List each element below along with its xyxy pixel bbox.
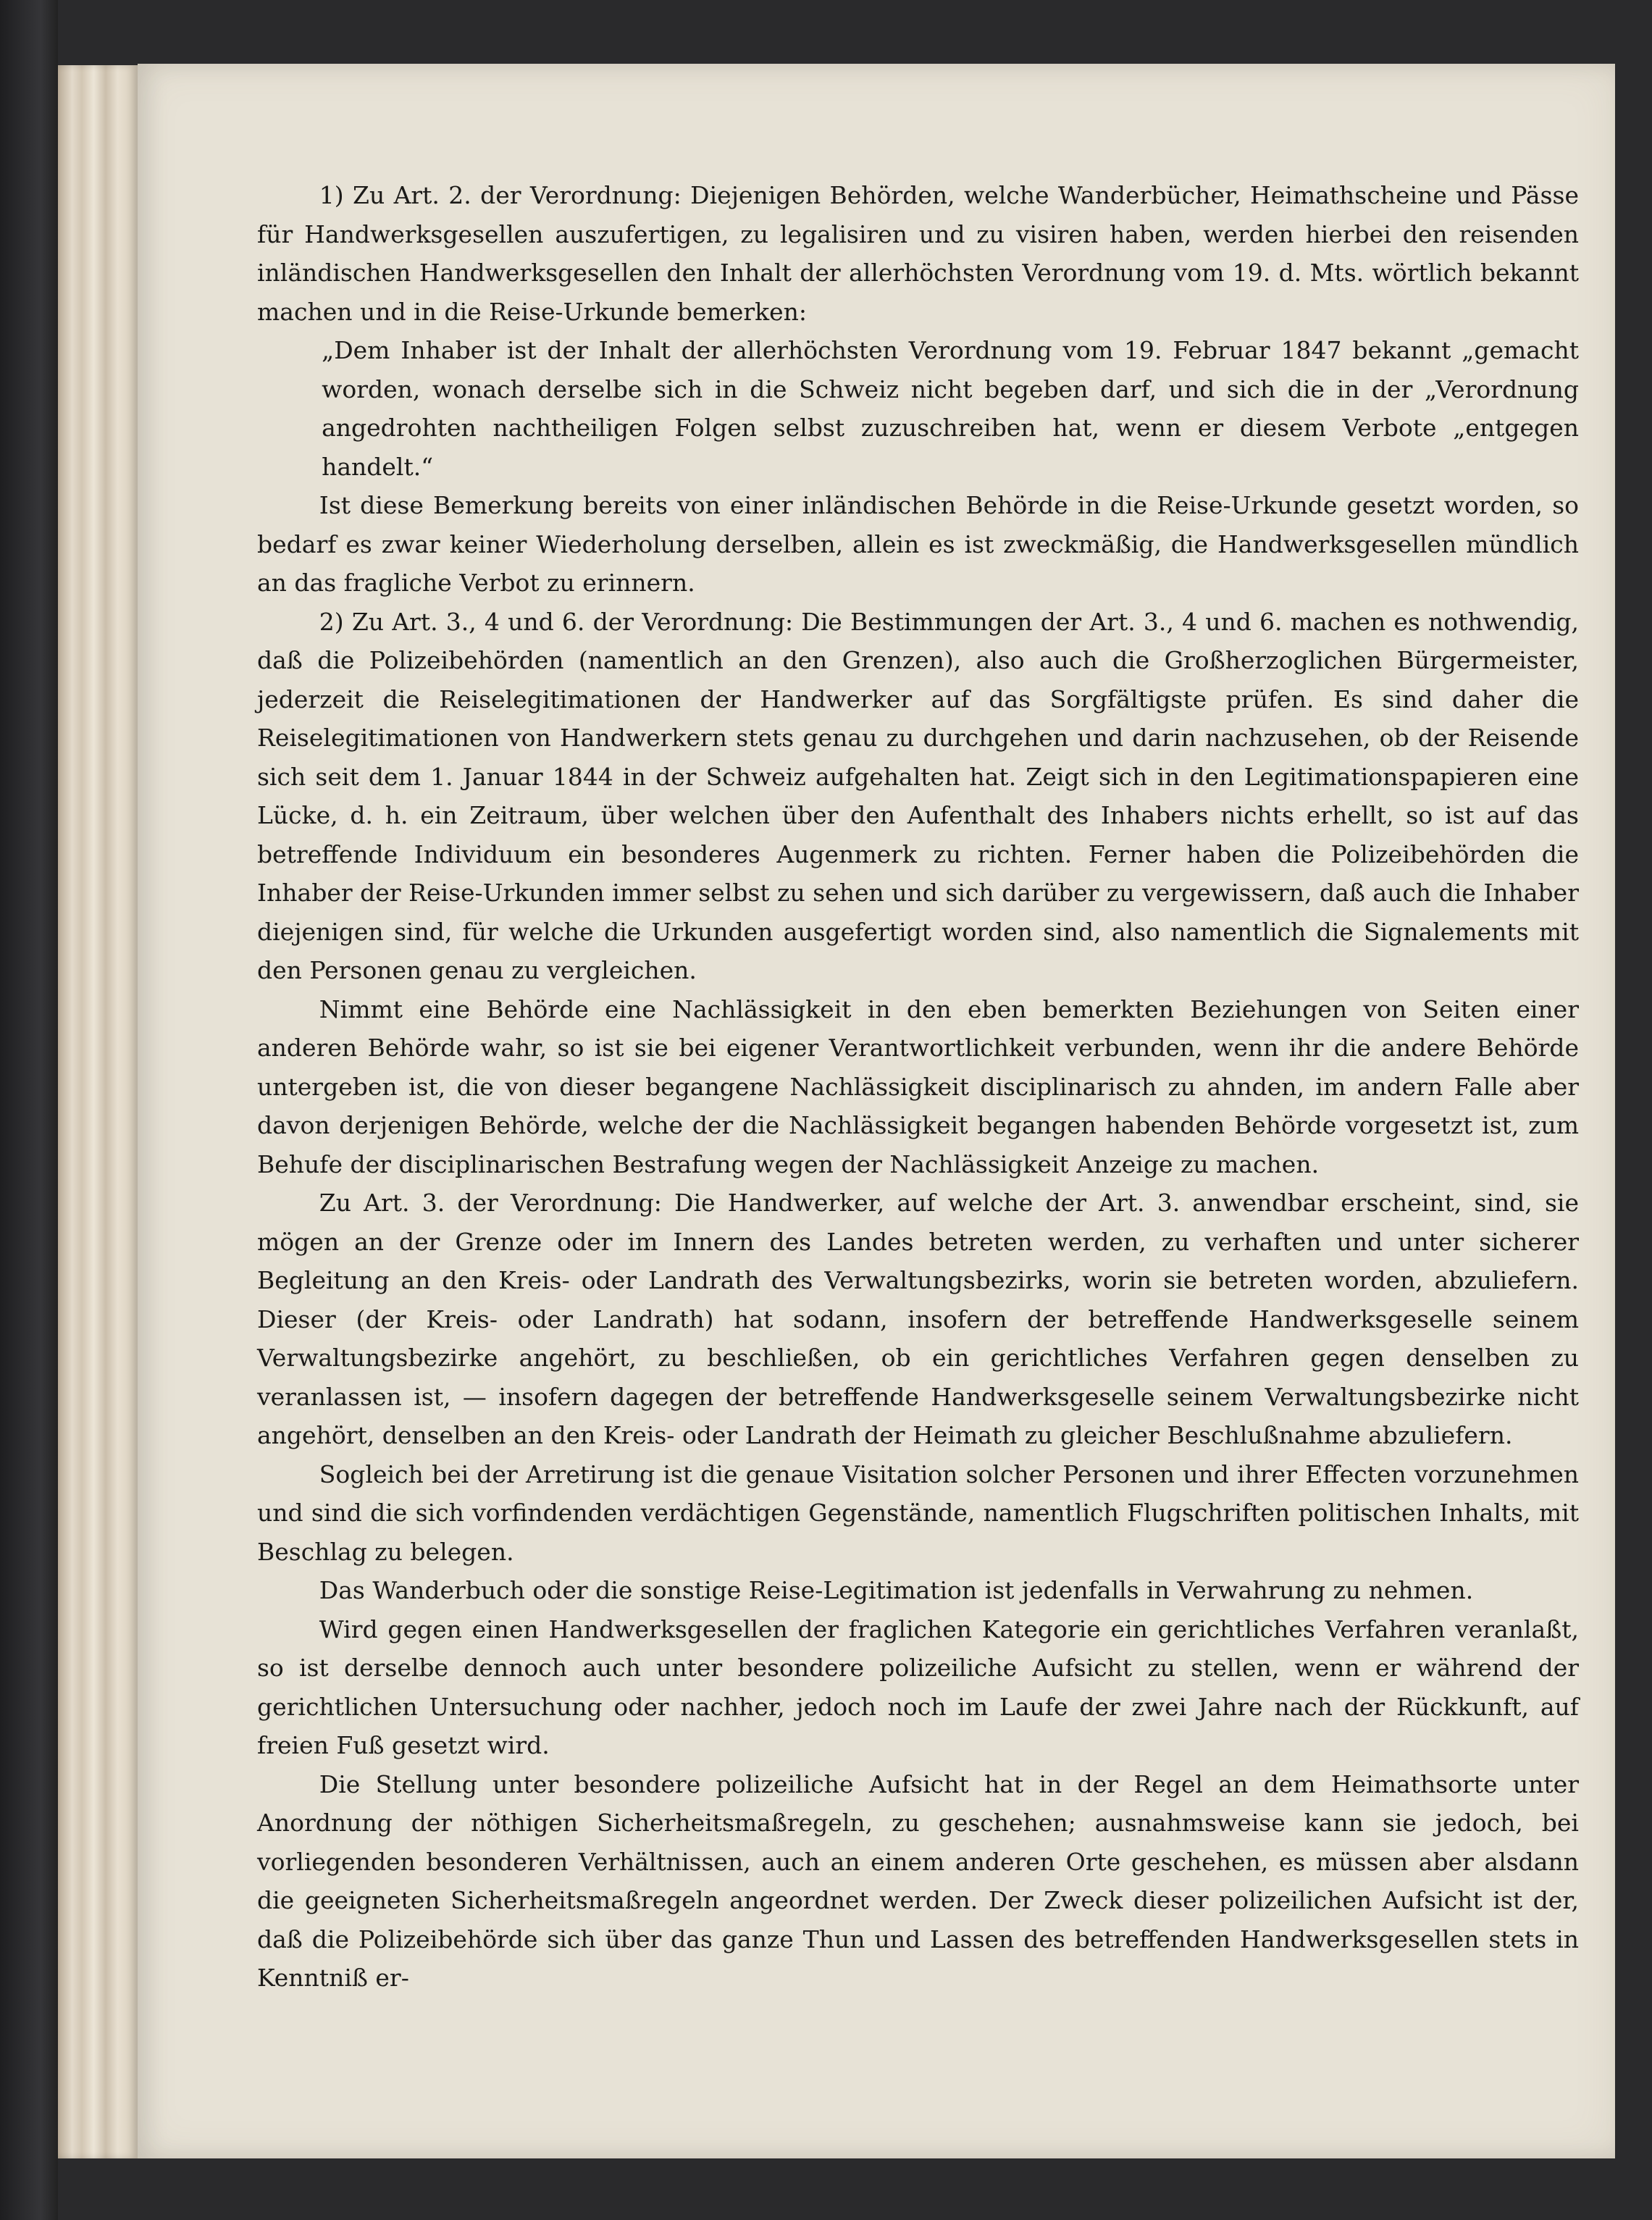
paragraph-art-2: 1) Zu Art. 2. der Verordnung: Diejenigen Behörden, welche Wanderbücher, Heimathscheine und Pässe für Handwerksgesellen auszufertigen, zu legalisiren und zu visiren haben, werden hierbei den reisenden inländischen Handwerksgesellen den Inhalt der allerhöchsten Verordnung vom 19. d. Mts. wörtlich bekannt machen und in die Reise-Urkunde bemerken: (257, 181, 1579, 326)
paragraph-art-3-4-6: 2) Zu Art. 3., 4 und 6. der Verordnung: Die Bestimmungen der Art. 3., 4 und 6. machen es nothwendig, daß die Polizeibehörden (namentlich an den Grenzen), also auch die Großherzoglichen Bürgermeister, jederzeit die Reiselegitimationen der Handwerker auf das Sorgfältigste prüfen. Es sind daher die Reiselegitimationen von Handwerkern stets genau zu durchgehen und darin nachzusehen, ob der Reisende sich seit dem 1. Januar 1844 in der Schweiz aufgehalten hat. Zeigt sich in den Legitimationspapieren eine Lücke, d. h. ein Zeitraum, über welchen über den Aufenthalt des Inhabers nichts erhellt, so ist auf das betreffende Individuum ein besonderes Augenmerk zu richten. Ferner haben die Polizeibehörden die Inhaber der Reise-Urkunden immer selbst zu sehen und sich darüber zu vergewissern, daß auch die Inhaber diejenigen sind, für welche die Urkunden ausgefertigt worden sind, also namentlich die Signalements mit den Personen genau zu vergleichen. (257, 607, 1579, 984)
body-text (257, 176, 1579, 1998)
paragraph-wanderbuch: Das Wanderbuch oder die sonstige Reise-Legitimation ist jedenfalls in Verwahrung zu nehmen. (319, 1576, 1474, 1604)
paragraph-supervision: Die Stellung unter besondere polizeiliche Aufsicht hat in der Regel an dem Heimathsorte unter Anordnung der nöthigen Sicherheitsmaßregeln, zu geschehen; ausnahmsweise kann sie jedoch, bei vorliegenden besonderen Verhältnissen, auch an einem anderen Orte geschehen, es müssen aber alsdann die geeigneten Sicherheitsmaßregeln angeordnet werden. Der Zweck dieser polizeilichen Aufsicht ist der, daß die Polizeibehörde sich über das ganze Thun und Lassen des betreffenden Handwerksgesellen stets in Kenntniß er- (257, 1769, 1579, 1992)
page-stack-edge (58, 65, 138, 2158)
paragraph-remark-note: Ist diese Bemerkung bereits von einer inländischen Behörde in die Reise-Urkunde gesetzt worden, so bedarf es zwar keiner Wiederholung derselben, allein es ist zweckmäßig, die Handwerksgesellen mündlich an das fragliche Verbot zu erinnern. (257, 491, 1579, 597)
paragraph-procedure: Wird gegen einen Handwerksgesellen der fraglichen Kategorie ein gerichtliches Verfahren veranlaßt, so ist derselbe dennoch auch unter besondere polizeiliche Aufsicht zu stellen, wenn er während der gerichtlichen Untersuchung oder nachher, jedoch noch im Laufe der zwei Jahre nach der Rückkunft, auf freien Fuß gesetzt wird. (257, 1614, 1579, 1759)
paragraph-arrest: Sogleich bei der Arretirung ist die genaue Visitation solcher Personen und ihrer Effecten vorzunehmen und sind die sich vorfindenden verdächtigen Gegenstände, namentlich Flugschriften politischen Inhalts, mit Beschlag zu belegen. (257, 1459, 1579, 1566)
document-page (138, 64, 1615, 2158)
paragraph-negligence: Nimmt eine Behörde eine Nachlässigkeit in den eben bemerkten Beziehungen von Seiten einer anderen Behörde wahr, so ist sie bei eigener Verantwortlichkeit verbunden, wenn ihr die andere Behörde untergeben ist, die von dieser begangene Nachlässigkeit disciplinarisch zu ahnden, im andern Falle aber davon derjenigen Behörde, welche der die Nachlässigkeit begangen habenden Behörde vorgesetzt ist, zum Behufe der disciplinarischen Bestrafung wegen der Nachlässigkeit Anzeige zu machen. (257, 994, 1579, 1178)
quoted-remark: „Dem Inhaber ist der Inhalt der allerhöchsten Verordnung vom 19. Februar 1847 bekannt „gemacht worden, wonach derselbe sich in die Schweiz nicht begeben darf, und sich die in der „Verordnung angedrohten nachtheiligen Folgen selbst zuzuschreiben hat, wenn er diesem Verbote „entgegen handelt.“ (322, 336, 1579, 481)
book-cover-edge (0, 0, 58, 2220)
paragraph-art-3: Zu Art. 3. der Verordnung: Die Handwerker, auf welche der Art. 3. anwendbar erscheint, sind, sie mögen an der Grenze oder im Innern des Landes betreten werden, zu verhaften und unter sicherer Begleitung an den Kreis- oder Landrath des Verwaltungsbezirks, worin sie betreten worden, abzuliefern. Dieser (der Kreis- oder Landrath) hat sodann, insofern der betreffende Handwerksgeselle seinem Verwaltungsbezirke angehört, zu beschließen, ob ein gerichtliches Verfahren gegen denselben zu veranlassen ist, — insofern dagegen der betreffende Handwerksgeselle seinem Verwaltungsbezirke nicht angehört, denselben an den Kreis- oder Landrath der Heimath zu gleicher Beschlußnahme abzuliefern. (257, 1189, 1579, 1449)
